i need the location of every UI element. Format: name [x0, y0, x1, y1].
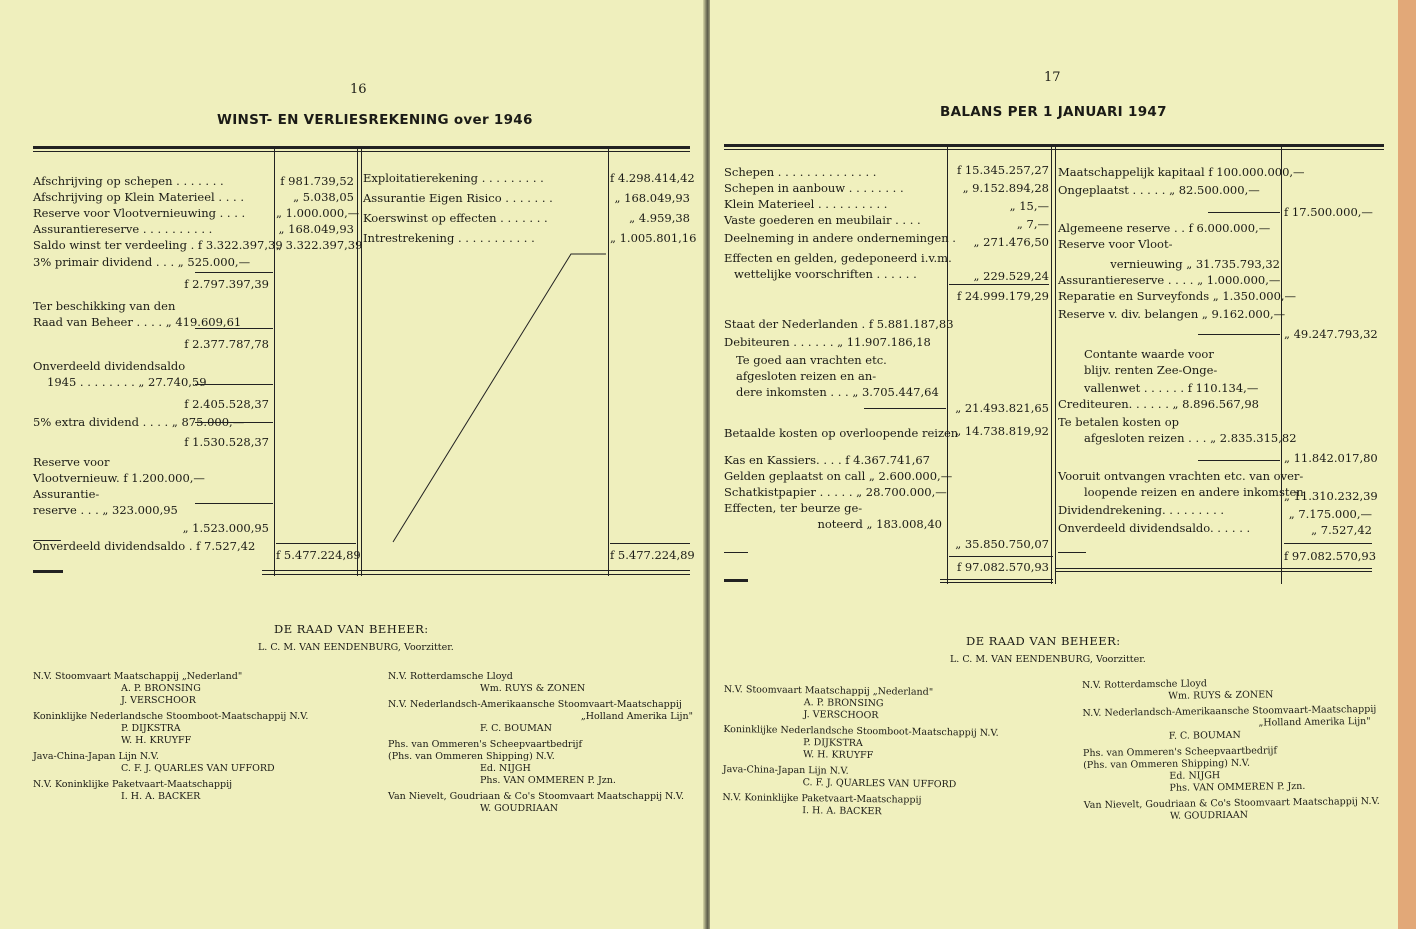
- liability-line: Vooruit ontvangen vrachten etc. van over-: [1058, 469, 1304, 483]
- calc-subtotal: f 2.405.528,37: [184, 397, 269, 411]
- board-line: Phs. VAN OMMEREN P. Jzn.: [1169, 780, 1306, 794]
- calc-line: 5% extra dividend . . . . „ 875.000,—: [33, 415, 245, 429]
- total-rule: [358, 570, 690, 571]
- board-line: P. DIJKSTRA: [803, 737, 863, 749]
- column-rule: [1281, 144, 1282, 584]
- board-line: Java-China-Japan Lijn N.V.: [722, 763, 849, 777]
- calc-subtotal: „ 1.523.000,95: [182, 521, 269, 535]
- page-title: WINST- EN VERLIESREKENING over 1946: [217, 112, 533, 128]
- debit-row: Assurantiereserve . . . . . . . . . .: [33, 222, 213, 236]
- board-line: J. VERSCHOOR: [121, 695, 196, 706]
- liability-line: Maatschappelijk kapitaal f 100.000.000,—: [1058, 165, 1305, 179]
- sum-rule: [195, 328, 273, 329]
- asset-line: Staat der Nederlanden . f 5.881.187,83: [724, 317, 954, 331]
- debit-amount: „ 168.049,93: [278, 222, 354, 236]
- calc-subtotal: f 2.377.787,78: [184, 337, 269, 351]
- liability-line: Dividendrekening. . . . . . . . .: [1058, 503, 1225, 517]
- profit-distribution: [33, 254, 273, 556]
- asset-row: Schepen in aanbouw . . . . . . . .: [724, 181, 904, 195]
- page-edge: [1398, 0, 1416, 929]
- asset-amount: „ 271.476,50: [973, 235, 1049, 249]
- liability-line: Crediteuren. . . . . . „ 8.896.567,98: [1058, 397, 1259, 411]
- board-line: W. GOUDRIAAN: [1169, 809, 1249, 822]
- asset-subtotal: f 24.999.179,29: [956, 289, 1049, 303]
- calc-line: Onverdeeld dividendsaldo . f 7.527,42: [33, 539, 256, 553]
- board-line: I. H. A. BACKER: [802, 805, 882, 818]
- column-rule: [1055, 144, 1056, 584]
- credit-row: Assurantie Eigen Risico . . . . . . .: [363, 191, 553, 205]
- calc-line: Assurantie-: [33, 487, 100, 501]
- board-line: N.V. Koninklijke Paketvaart-Maatschappij: [722, 791, 922, 806]
- credit-total: f 5.477.224,89: [610, 548, 695, 562]
- board-line: Koninklijke Nederlandsche Stoomboot-Maatschappij N.V.: [33, 711, 309, 722]
- liability-line: blijv. renten Zee-Onge-: [1084, 363, 1218, 377]
- right-page: [710, 0, 1398, 929]
- liability-total: f 97.082.570,93: [1284, 549, 1377, 563]
- board-heading: DE RAAD VAN BEHEER:: [274, 622, 429, 636]
- asset-amount: „ 15,—: [1009, 199, 1049, 213]
- fill-line: [361, 250, 611, 550]
- liability-line: Reserve v. div. belangen „ 9.162.000,—: [1058, 307, 1286, 321]
- total-rule: [724, 579, 748, 582]
- total-rule: [262, 574, 357, 575]
- board-line: N.V. Rotterdamsche Lloyd: [388, 671, 513, 682]
- debit-row: Afschrijving op schepen . . . . . . .: [33, 174, 224, 188]
- liability-list: [1058, 164, 1305, 536]
- board-line: Phs. van Ommeren's Scheepvaartbedrijf: [1082, 745, 1278, 759]
- board-line: A. P. BRONSING: [803, 697, 884, 710]
- board-col2: [388, 671, 698, 815]
- debit-amount: „ 3.322.397,39: [276, 238, 363, 252]
- calc-line: Reserve voor: [33, 455, 110, 469]
- board-line: P. DIJKSTRA: [121, 723, 181, 734]
- liability-line: Reparatie en Surveyfonds „ 1.350.000,—: [1058, 289, 1297, 303]
- sum-rule: [864, 408, 946, 409]
- board-line: N.V. Stoomvaart Maatschappij „Nederland": [723, 684, 934, 698]
- debit-amount: „ 1.000.000,—: [276, 206, 360, 220]
- asset-line: Te goed aan vrachten etc.: [736, 353, 887, 367]
- asset-row: Klein Materieel . . . . . . . . . .: [724, 197, 888, 211]
- board-line: Phs. VAN OMMEREN P. Jzn.: [480, 775, 616, 786]
- liability-line: Onverdeeld dividendsaldo. . . . . .: [1058, 521, 1251, 535]
- credit-row: Koerswinst op effecten . . . . . . .: [363, 211, 548, 225]
- board-line: Van Nievelt, Goudriaan & Co's Stoomvaart Maatschappij N.V.: [388, 791, 684, 802]
- asset-amount: „ 7,—: [1016, 217, 1049, 231]
- total-rule: [1056, 568, 1372, 569]
- calc-line: 3% primair dividend . . . „ 525.000,—: [33, 255, 251, 269]
- board-line: A. P. BRONSING: [121, 683, 201, 694]
- sum-rule: [1198, 460, 1280, 461]
- board-line: N.V. Nederlandsch-Amerikaansche Stoomvaart-Maatschappij: [388, 699, 682, 710]
- sum-rule: [610, 543, 690, 544]
- asset-row: Effecten en gelden, gedeponeerd i.v.m.: [724, 251, 952, 265]
- asset-amount: [949, 260, 1049, 268]
- board-line: W. H. KRUYFF: [802, 749, 874, 762]
- asset-line: Kas en Kassiers. . . . f 4.367.741,67: [724, 453, 930, 467]
- debit-row: Saldo winst ter verdeeling . f 3.322.397,39: [33, 238, 283, 252]
- calc-subtotal: f 2.797.397,39: [184, 277, 269, 291]
- board-heading: DE RAAD VAN BEHEER:: [966, 634, 1121, 648]
- credit-row: Intrestrekening . . . . . . . . . . .: [363, 231, 535, 245]
- liability-line: Reserve voor Vloot-: [1058, 237, 1173, 251]
- column-rule: [274, 146, 275, 576]
- calc-line: Onverdeeld dividendsaldo: [33, 359, 186, 373]
- asset-line: noteerd „ 183.008,40: [817, 517, 942, 531]
- total-rule: [940, 579, 1053, 580]
- asset-subtotal: „ 35.850.750,07: [955, 537, 1049, 551]
- credit-amounts: [610, 170, 697, 250]
- debit-total: f 5.477.224,89: [276, 548, 361, 562]
- asset-line: dere inkomsten . . . „ 3.705.447,64: [736, 385, 939, 399]
- page-title: BALANS PER 1 JANUARI 1947: [940, 104, 1167, 120]
- liability-line: Ongeplaatst . . . . . „ 82.500.000,—: [1058, 183, 1260, 197]
- liability-amount: „ 49.247.793,32: [1284, 327, 1378, 341]
- liability-line: afgesloten reizen . . . „ 2.835.315,82: [1084, 431, 1297, 445]
- board-line: (Phs. van Ommeren Shipping) N.V.: [1083, 757, 1251, 771]
- board-line: F. C. BOUMAN: [1168, 729, 1241, 742]
- prepaid-amount: „ 14.738.819,92: [955, 424, 1049, 438]
- liability-line: vallenwet . . . . . . f 110.134,—: [1084, 381, 1259, 395]
- asset-row: Schepen . . . . . . . . . . . . . .: [724, 165, 877, 179]
- calc-subtotal: f 1.530.528,37: [184, 435, 269, 449]
- total-rule: [1056, 571, 1372, 572]
- liability-amount: f 17.500.000,—: [1284, 205, 1373, 219]
- credit-amount: „ 4.959,38: [629, 211, 690, 225]
- liability-line: Contante waarde voor: [1084, 347, 1214, 361]
- calc-line: 1945 . . . . . . . . „ 27.740,59: [47, 375, 207, 389]
- board-line: Wm. RUYS & ZONEN: [480, 683, 586, 694]
- board-line: J. VERSCHOOR: [803, 709, 879, 722]
- sum-rule: [1198, 334, 1280, 335]
- asset-line: Effecten, ter beurze ge-: [724, 501, 863, 515]
- sum-rule: [33, 540, 61, 541]
- sum-rule: [949, 556, 1053, 557]
- column-rule: [1051, 144, 1052, 584]
- board-line: W. H. KRUYFF: [121, 735, 192, 746]
- asset-subtotal: „ 21.493.821,65: [955, 401, 1049, 415]
- calc-line: Ter beschikking van den: [33, 299, 176, 313]
- liability-amount: „ 11.842.017,80: [1284, 451, 1378, 465]
- asset-line: afgesloten reizen en an-: [736, 369, 877, 383]
- board-line: „Holland Amerika Lijn": [580, 711, 693, 722]
- debit-row: Afschrijving op Klein Materieel . . . .: [33, 190, 244, 204]
- asset-row: Vaste goederen en meubilair . . . .: [724, 213, 921, 227]
- sum-rule: [195, 503, 273, 504]
- board-col1: [722, 684, 1054, 821]
- board-line: N.V. Rotterdamsche Lloyd: [1082, 678, 1208, 691]
- top-rule: [724, 144, 1384, 147]
- sum-rule: [195, 272, 273, 273]
- liability-line: Te betalen kosten op: [1058, 415, 1179, 429]
- debit-amount: „ 5.038,05: [293, 190, 354, 204]
- board-line: N.V. Nederlandsch-Amerikaansche Stoomvaart-Maatschappij: [1082, 703, 1377, 719]
- asset-total: f 97.082.570,93: [956, 560, 1049, 574]
- liability-amount: „ 7.527,42: [1311, 523, 1372, 537]
- credit-amount: „ 1.005.801,16: [610, 231, 697, 245]
- board-chair: L. C. M. VAN EENDENBURG, Voorzitter.: [950, 654, 1146, 665]
- total-rule: [358, 574, 690, 575]
- asset-amount: „ 229.529,24: [973, 269, 1049, 283]
- credit-amount: „ 168.049,93: [614, 191, 690, 205]
- calc-line: reserve . . . „ 323.000,95: [33, 503, 178, 517]
- total-rule: [940, 582, 1053, 583]
- prepaid-label: Betaalde kosten op overloopende reizen: [724, 426, 959, 440]
- credit-row: Exploitatierekening . . . . . . . . .: [363, 171, 544, 185]
- board-line: Koninklijke Nederlandsche Stoomboot-Maatschappij N.V.: [723, 723, 999, 739]
- debit-amount: f 981.739,52: [280, 174, 354, 188]
- board-line: F. C. BOUMAN: [480, 723, 552, 734]
- credit-amount: f 4.298.414,42: [610, 171, 695, 185]
- board-line: C. F. J. QUARLES VAN UFFORD: [802, 777, 957, 791]
- sum-rule: [1208, 212, 1280, 213]
- board-line: W. GOUDRIAAN: [480, 803, 559, 814]
- liability-line: loopende reizen en andere inkomsten: [1084, 485, 1304, 499]
- board-line: I. H. A. BACKER: [121, 791, 201, 802]
- total-rule: [33, 570, 63, 573]
- sum-rule: [276, 543, 356, 544]
- debit-amounts: [276, 173, 363, 253]
- asset-amount: f 15.345.257,27: [956, 163, 1049, 177]
- board-col2: [1082, 676, 1384, 824]
- sum-rule: [724, 552, 748, 553]
- page-number: 16: [350, 82, 367, 97]
- board-line: Phs. van Ommeren's Scheepvaartbedrijf: [388, 739, 582, 750]
- board-line: C. F. J. QUARLES VAN UFFORD: [121, 763, 275, 774]
- asset-amounts: [949, 162, 1049, 286]
- board-line: Van Nievelt, Goudriaan & Co's Stoomvaart Maatschappij N.V.: [1083, 795, 1380, 811]
- liability-line: vernieuwing „ 31.735.793,32: [1110, 257, 1280, 271]
- board-col1: [33, 671, 363, 803]
- asset-line: Debiteuren . . . . . . „ 11.907.186,18: [724, 335, 931, 349]
- asset-group2: [724, 316, 954, 400]
- calc-line: Raad van Beheer . . . . „ 419.609,61: [33, 315, 242, 329]
- column-rule: [947, 144, 948, 584]
- liability-line: Algemeene reserve . . f 6.000.000,—: [1058, 221, 1271, 235]
- asset-group3: [724, 452, 953, 532]
- board-line: Java-China-Japan Lijn N.V.: [33, 751, 159, 762]
- board-line: N.V. Koninklijke Paketvaart-Maatschappij: [33, 779, 233, 790]
- sum-rule: [195, 384, 273, 385]
- asset-row: Deelneming in andere ondernemingen .: [724, 231, 956, 245]
- board-chair: L. C. M. VAN EENDENBURG, Voorzitter.: [258, 642, 454, 653]
- debit-list: [33, 173, 283, 253]
- board-line: Ed. NIJGH: [1169, 770, 1221, 782]
- asset-line: Gelden geplaatst on call „ 2.600.000,—: [724, 469, 953, 483]
- asset-amount: „ 9.152.894,28: [962, 181, 1049, 195]
- sum-rule: [1058, 552, 1086, 553]
- credit-list: [363, 170, 603, 250]
- total-rule: [262, 570, 357, 571]
- liability-amount: „ 11.310.232,39: [1284, 489, 1378, 503]
- board-line: (Phs. van Ommeren Shipping) N.V.: [388, 751, 555, 762]
- board-line: Ed. NIJGH: [480, 763, 531, 774]
- board-line: N.V. Stoomvaart Maatschappij „Nederland": [33, 671, 243, 682]
- sum-rule: [1284, 543, 1372, 544]
- sum-rule: [195, 422, 273, 423]
- asset-row: wettelijke voorschriften . . . . . .: [734, 267, 917, 281]
- calc-line: Vlootvernieuw. f 1.200.000,—: [33, 471, 205, 485]
- top-rule-thin: [724, 149, 1384, 150]
- liability-amount: „ 7.175.000,—: [1288, 507, 1372, 521]
- board-line: „Holland Amerika Lijn": [1258, 715, 1371, 729]
- debit-row: Reserve voor Vlootvernieuwing . . . .: [33, 206, 246, 220]
- liability-line: Assurantiereserve . . . . „ 1.000.000,—: [1058, 273, 1281, 287]
- asset-line: Schatkistpapier . . . . . „ 28.700.000,—: [724, 485, 947, 499]
- asset-list: [724, 164, 956, 282]
- page-number: 17: [1044, 70, 1061, 85]
- board-line: Wm. RUYS & ZONEN: [1168, 689, 1274, 702]
- sum-rule: [949, 284, 1049, 285]
